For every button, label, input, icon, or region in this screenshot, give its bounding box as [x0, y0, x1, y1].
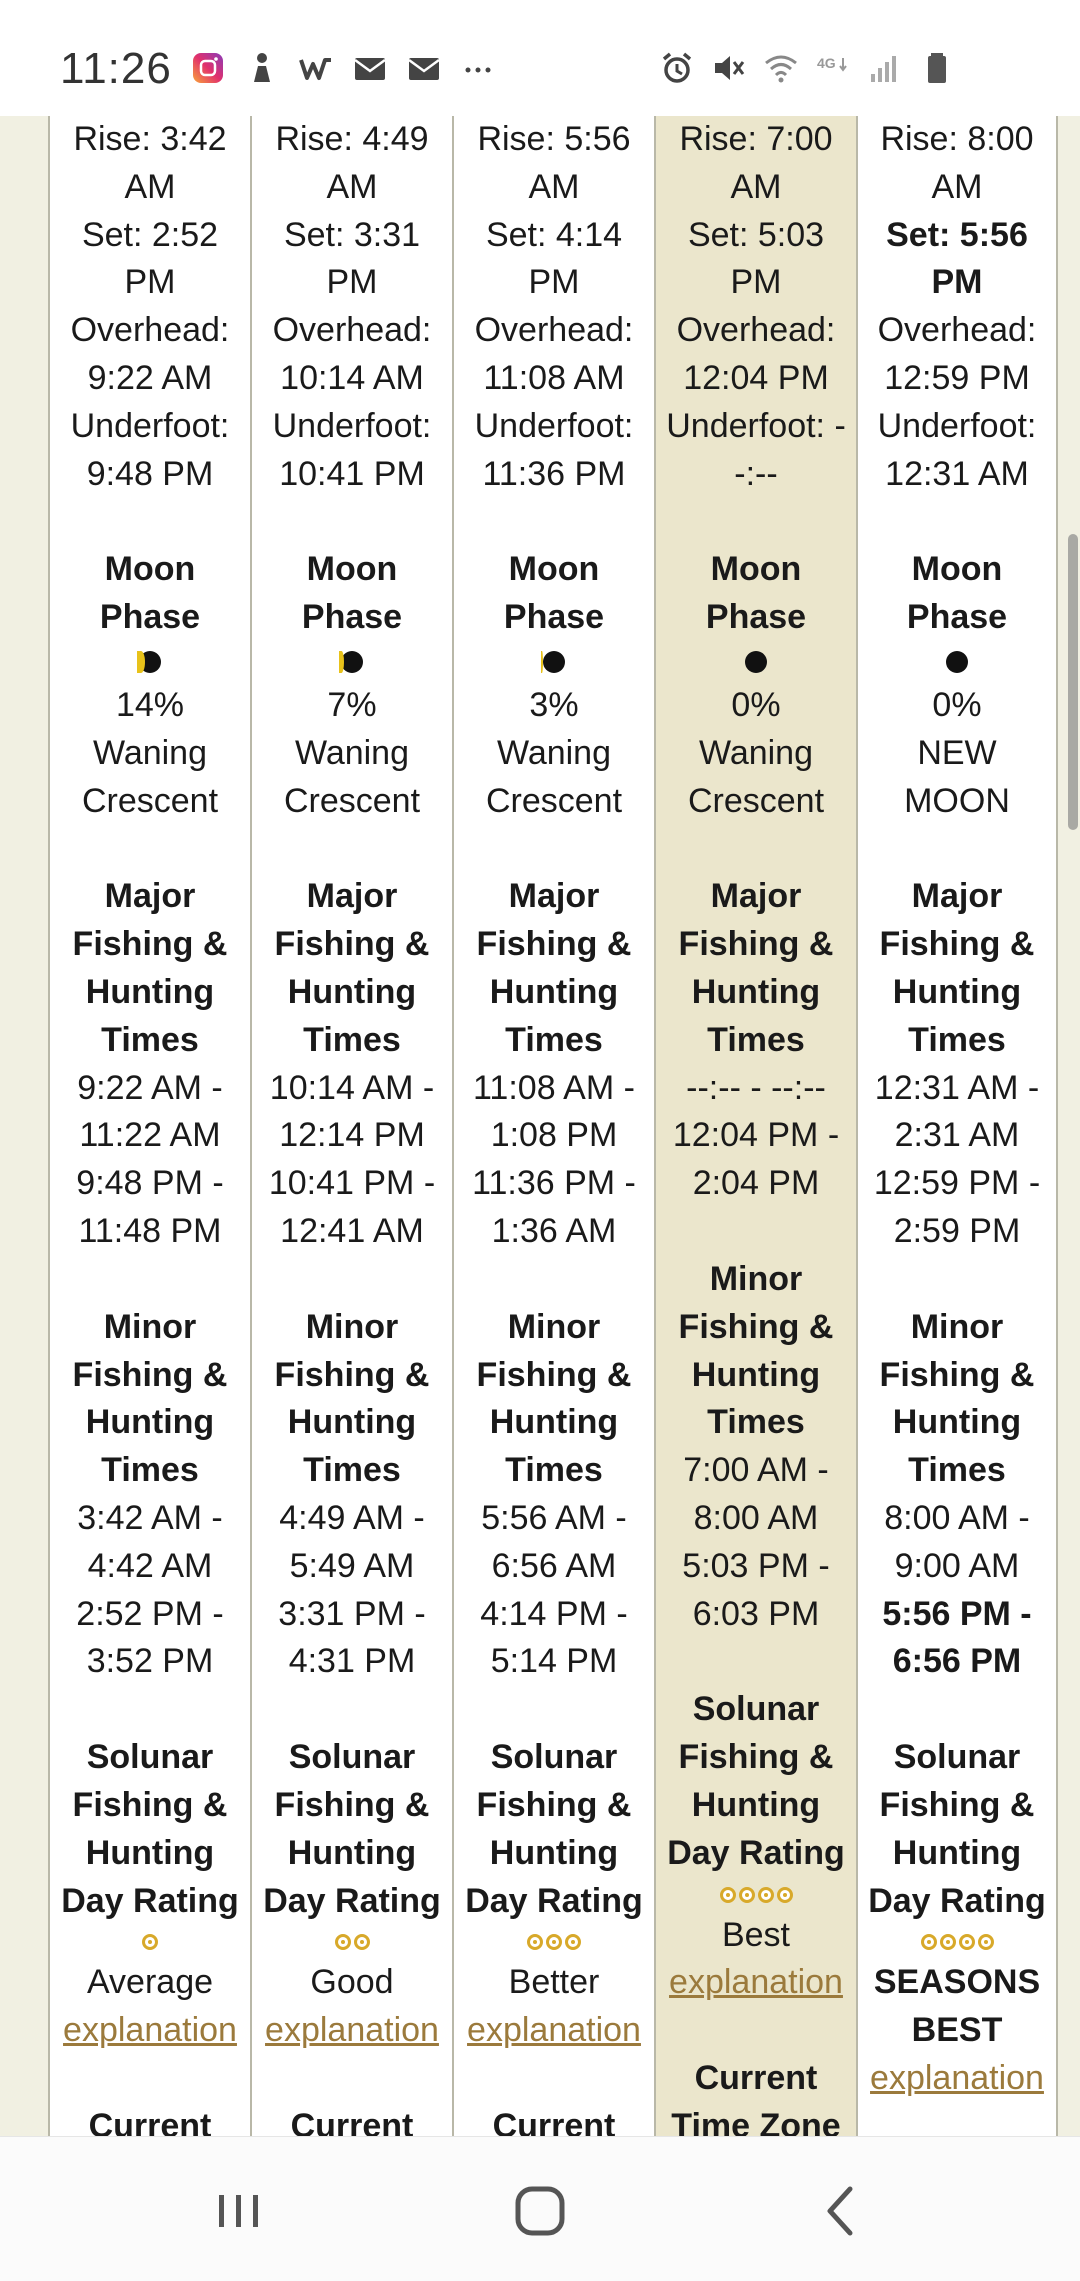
battery-icon: [919, 50, 955, 86]
minor-h2: Fishing &: [72, 1355, 228, 1394]
rating: Better: [508, 1963, 600, 2002]
major-h3: Hunting: [892, 972, 1022, 1011]
system-icons: [659, 50, 955, 86]
mail-icon: [352, 50, 388, 86]
major-h1: Major: [710, 877, 802, 916]
rating: Good: [310, 1963, 394, 2002]
day-column: [452, 116, 654, 2136]
rating-stars: [454, 1925, 654, 1959]
mute-icon: [711, 50, 747, 86]
minor-l3: 5:03 PM -: [682, 1546, 830, 1585]
set: Set: 5:03: [687, 215, 825, 254]
sol-h1: Solunar: [86, 1738, 214, 1777]
overhead: 11:08 AM: [483, 358, 625, 397]
instagram-icon: [190, 50, 226, 86]
rating-stars: [252, 1925, 452, 1959]
major-l1: 10:14 AM -: [269, 1068, 435, 1107]
underfoot: 11:36 PM: [482, 454, 626, 493]
star-icon: [565, 1934, 581, 1950]
minor-h4: Times: [707, 1403, 805, 1442]
minor-h1: Minor: [910, 1307, 1004, 1346]
underfoot: 10:41 PM: [279, 454, 425, 493]
moon-pct: 7%: [327, 685, 377, 724]
underfoot: 12:31 AM: [885, 454, 1029, 493]
underfoot-label: Underfoot:: [70, 406, 230, 445]
major-h1: Major: [911, 877, 1003, 916]
sol-h1: Solunar: [288, 1738, 416, 1777]
major-l2: 2:31 AM: [894, 1116, 1020, 1155]
minor-h3: Hunting: [489, 1403, 619, 1442]
moon-phase-icon: [858, 642, 1056, 682]
moon-h1: Moon: [306, 550, 398, 589]
w-icon: [298, 50, 334, 86]
explanation-link[interactable]: explanation: [870, 2058, 1044, 2097]
set: Set: 2:52: [81, 215, 219, 254]
rise: Rise: 7:00: [679, 120, 833, 158]
rise2: AM: [326, 167, 378, 206]
major-l2: 12:04 PM -: [672, 1116, 840, 1155]
rating: Average: [86, 1963, 214, 2002]
major-l4: 1:36 AM: [491, 1211, 617, 1250]
minor-l3: 3:31 PM -: [278, 1594, 426, 1633]
moon-name2: Crescent: [81, 781, 219, 820]
minor-h1: Minor: [103, 1307, 197, 1346]
moon-name1: Waning: [698, 733, 814, 772]
overhead-label: Overhead:: [676, 311, 836, 350]
minor-h2: Fishing &: [678, 1307, 834, 1346]
current: Current: [88, 2106, 212, 2136]
minor-h1: Minor: [507, 1307, 601, 1346]
minor-l3: 4:14 PM -: [480, 1594, 628, 1633]
major-l2: 12:14 PM: [279, 1116, 425, 1155]
set: Set: 5:56: [886, 215, 1028, 254]
current2: Time Zone: [671, 2106, 841, 2136]
major-l1: --:-- - --:--: [686, 1068, 826, 1107]
moon-h2: Phase: [906, 598, 1008, 637]
minor-l1: 8:00 AM -: [884, 1498, 1030, 1537]
mail-icon: [406, 50, 442, 86]
minor-h4: Times: [908, 1451, 1006, 1490]
sol-h2: Fishing &: [274, 1785, 430, 1824]
star-icon: [335, 1934, 351, 1950]
major-h2: Fishing &: [72, 925, 228, 964]
star-icon: [921, 1934, 937, 1950]
back-icon[interactable]: [812, 2181, 872, 2241]
day-column: [856, 116, 1058, 2136]
rating-stars: [858, 1925, 1056, 1959]
notification-icons: [190, 50, 496, 86]
underfoot: -:--: [734, 454, 778, 493]
minor-h3: Hunting: [85, 1403, 215, 1442]
overhead: 10:14 AM: [280, 358, 424, 397]
major-h2: Fishing &: [879, 925, 1035, 964]
moon-pct: 0%: [932, 685, 982, 724]
major-h3: Hunting: [489, 972, 619, 1011]
sol-h2: Fishing &: [678, 1738, 834, 1777]
alarm-icon: [659, 50, 695, 86]
minor-l2: 9:00 AM: [894, 1546, 1020, 1585]
sol-h2: Fishing &: [879, 1785, 1035, 1824]
signal-icon: [867, 50, 903, 86]
solunar-table: [0, 116, 1080, 2136]
moon-h2: Phase: [503, 598, 605, 637]
explanation-link[interactable]: explanation: [265, 2011, 439, 2050]
status-bar: [0, 0, 1080, 116]
moon-pct: 3%: [529, 685, 579, 724]
overhead-label: Overhead:: [877, 311, 1037, 350]
moon-name1: NEW: [917, 733, 997, 772]
overhead-label: Overhead:: [70, 311, 230, 350]
set2: PM: [730, 263, 782, 302]
overhead-label: Overhead:: [474, 311, 634, 350]
set2: PM: [326, 263, 378, 302]
moon-h2: Phase: [99, 598, 201, 637]
star-icon: [940, 1934, 956, 1950]
minor-h4: Times: [505, 1451, 603, 1490]
star-icon: [527, 1934, 543, 1950]
underfoot-label: Underfoot:: [272, 406, 432, 445]
major-l2: 1:08 PM: [490, 1116, 618, 1155]
sol-h1: Solunar: [692, 1690, 820, 1729]
minor-h1: Minor: [709, 1259, 803, 1298]
rise2: AM: [124, 167, 176, 206]
major-h4: Times: [707, 1020, 805, 1059]
svg-text:4G: 4G: [817, 55, 836, 71]
major-l2: 11:22 AM: [79, 1116, 221, 1155]
moon-phase-icon: [50, 642, 250, 682]
major-l3: 10:41 PM -: [268, 1164, 436, 1203]
status-time: 11:26: [60, 44, 172, 93]
major-h4: Times: [101, 1020, 199, 1059]
star-icon: [720, 1887, 736, 1903]
rating-stars: [656, 1878, 856, 1912]
rise: Rise: 3:42: [73, 120, 227, 158]
major-h1: Major: [104, 877, 196, 916]
major-h2: Fishing &: [678, 925, 834, 964]
set: Set: 3:31: [283, 215, 421, 254]
minor-h2: Fishing &: [476, 1355, 632, 1394]
explanation-link[interactable]: explanation: [669, 1963, 843, 2002]
rating: Best: [721, 1915, 791, 1954]
minor-l4: 3:52 PM: [86, 1642, 214, 1681]
major-l3: 11:36 PM -: [472, 1164, 636, 1203]
rise2: AM: [730, 167, 782, 206]
current: Current: [492, 2106, 616, 2136]
major-h1: Major: [306, 877, 398, 916]
moon-h1: Moon: [508, 550, 600, 589]
moon-name2: Crescent: [485, 781, 623, 820]
minor-l4: 4:31 PM: [288, 1642, 416, 1681]
sol-h4: Day Rating: [667, 1833, 845, 1872]
minor-l4: 6:56 PM: [892, 1642, 1022, 1681]
star-icon: [546, 1934, 562, 1950]
moon-pct: 0%: [731, 685, 781, 724]
moon-h1: Moon: [911, 550, 1003, 589]
rise: Rise: 4:49: [275, 120, 429, 158]
minor-h3: Hunting: [287, 1403, 417, 1442]
minor-l3: 2:52 PM -: [76, 1594, 224, 1633]
moon-phase-icon: [454, 642, 654, 682]
underfoot: 9:48 PM: [86, 454, 214, 493]
overhead: 12:59 PM: [884, 358, 1030, 397]
set2: PM: [931, 263, 983, 302]
more-icon: [460, 50, 496, 86]
moon-name1: Waning: [496, 733, 612, 772]
day-column: [250, 116, 452, 2136]
rise2: AM: [528, 167, 580, 206]
minor-h2: Fishing &: [274, 1355, 430, 1394]
overhead: 9:22 AM: [87, 358, 213, 397]
moon-pct: 14%: [115, 685, 185, 724]
major-l3: 2:04 PM: [692, 1164, 820, 1203]
major-h2: Fishing &: [274, 925, 430, 964]
person-icon: [244, 50, 280, 86]
overhead-label: Overhead:: [272, 311, 432, 350]
major-l4: 12:41 AM: [280, 1211, 424, 1250]
rise2: AM: [931, 167, 983, 206]
rise: Rise: 5:56: [477, 120, 631, 158]
sol-h3: Hunting: [892, 1833, 1022, 1872]
wifi-icon: [763, 50, 799, 86]
underfoot-label: Underfoot:: [877, 406, 1037, 445]
minor-l4: 5:14 PM: [490, 1642, 618, 1681]
major-l1: 11:08 AM -: [473, 1068, 635, 1107]
sol-h3: Hunting: [287, 1833, 417, 1872]
explanation-link[interactable]: explanation: [467, 2011, 641, 2050]
minor-l4: 6:03 PM: [692, 1594, 820, 1633]
set2: PM: [124, 263, 176, 302]
moon-name2: MOON: [904, 781, 1010, 820]
moon-phase-icon: [252, 642, 452, 682]
day-column: [654, 116, 856, 2136]
sol-h2: Fishing &: [72, 1785, 228, 1824]
moon-name1: Waning: [294, 733, 410, 772]
major-h3: Hunting: [85, 972, 215, 1011]
star-icon: [978, 1934, 994, 1950]
moon-h1: Moon: [710, 550, 802, 589]
rating-stars: [50, 1925, 250, 1959]
overhead: 12:04 PM: [683, 358, 829, 397]
set2: PM: [528, 263, 580, 302]
sol-h4: Day Rating: [263, 1881, 441, 1920]
rating2: BEST: [911, 2011, 1003, 2050]
moon-h2: Phase: [705, 598, 807, 637]
star-icon: [758, 1887, 774, 1903]
minor-l2: 8:00 AM: [693, 1498, 819, 1537]
sol-h3: Hunting: [489, 1833, 619, 1872]
sol-h1: Solunar: [893, 1738, 1021, 1777]
sol-h1: Solunar: [490, 1738, 618, 1777]
major-h4: Times: [908, 1020, 1006, 1059]
minor-h3: Hunting: [892, 1403, 1022, 1442]
day-column: [48, 116, 250, 2136]
minor-l2: 5:49 AM: [289, 1546, 415, 1585]
sol-h4: Day Rating: [61, 1881, 239, 1920]
moon-name1: Waning: [92, 733, 208, 772]
sol-h3: Hunting: [85, 1833, 215, 1872]
sol-h2: Fishing &: [476, 1785, 632, 1824]
star-icon: [739, 1887, 755, 1903]
minor-h4: Times: [303, 1451, 401, 1490]
major-h3: Hunting: [287, 972, 417, 1011]
major-h4: Times: [303, 1020, 401, 1059]
major-l1: 9:22 AM -: [77, 1068, 223, 1107]
major-h3: Hunting: [691, 972, 821, 1011]
current: Current: [290, 2106, 414, 2136]
rise: Rise: 8:00: [880, 120, 1034, 158]
minor-h3: Hunting: [691, 1355, 821, 1394]
star-icon: [777, 1887, 793, 1903]
underfoot-label: Underfoot: -: [666, 406, 846, 445]
minor-h4: Times: [101, 1451, 199, 1490]
minor-l2: 6:56 AM: [491, 1546, 617, 1585]
minor-l3: 5:56 PM -: [882, 1594, 1032, 1633]
major-h4: Times: [505, 1020, 603, 1059]
moon-h1: Moon: [104, 550, 196, 589]
major-h1: Major: [508, 877, 600, 916]
minor-l1: 4:49 AM -: [279, 1498, 425, 1537]
moon-phase-icon: [656, 642, 856, 682]
moon-name2: Crescent: [687, 781, 825, 820]
set: Set: 4:14: [485, 215, 623, 254]
major-l4: 2:59 PM: [893, 1211, 1021, 1250]
4g-icon: [815, 50, 851, 86]
minor-l1: 5:56 AM -: [481, 1498, 627, 1537]
sol-h3: Hunting: [691, 1785, 821, 1824]
major-l4: 11:48 PM: [78, 1211, 222, 1250]
minor-l1: 3:42 AM -: [77, 1498, 223, 1537]
major-h2: Fishing &: [476, 925, 632, 964]
star-icon: [959, 1934, 975, 1950]
sol-h4: Day Rating: [868, 1881, 1046, 1920]
explanation-link[interactable]: explanation: [63, 2011, 237, 2050]
star-icon: [354, 1934, 370, 1950]
minor-h2: Fishing &: [879, 1355, 1035, 1394]
sol-h4: Day Rating: [465, 1881, 643, 1920]
moon-name2: Crescent: [283, 781, 421, 820]
major-l3: 12:59 PM -: [873, 1164, 1041, 1203]
home-icon[interactable]: [510, 2181, 570, 2241]
major-l1: 12:31 AM -: [874, 1068, 1040, 1107]
navigation-bar: [0, 2136, 1080, 2281]
moon-h2: Phase: [301, 598, 403, 637]
scrollbar[interactable]: [1068, 534, 1078, 830]
current: Current: [694, 2059, 818, 2098]
minor-l2: 4:42 AM: [87, 1546, 213, 1585]
minor-l1: 7:00 AM -: [683, 1451, 829, 1490]
day-columns: [48, 116, 1059, 2136]
rating: SEASONS: [873, 1963, 1041, 2002]
major-l3: 9:48 PM -: [76, 1164, 224, 1203]
star-icon: [142, 1934, 158, 1950]
underfoot-label: Underfoot:: [474, 406, 634, 445]
minor-h1: Minor: [305, 1307, 399, 1346]
recent-apps-icon[interactable]: [209, 2181, 269, 2241]
